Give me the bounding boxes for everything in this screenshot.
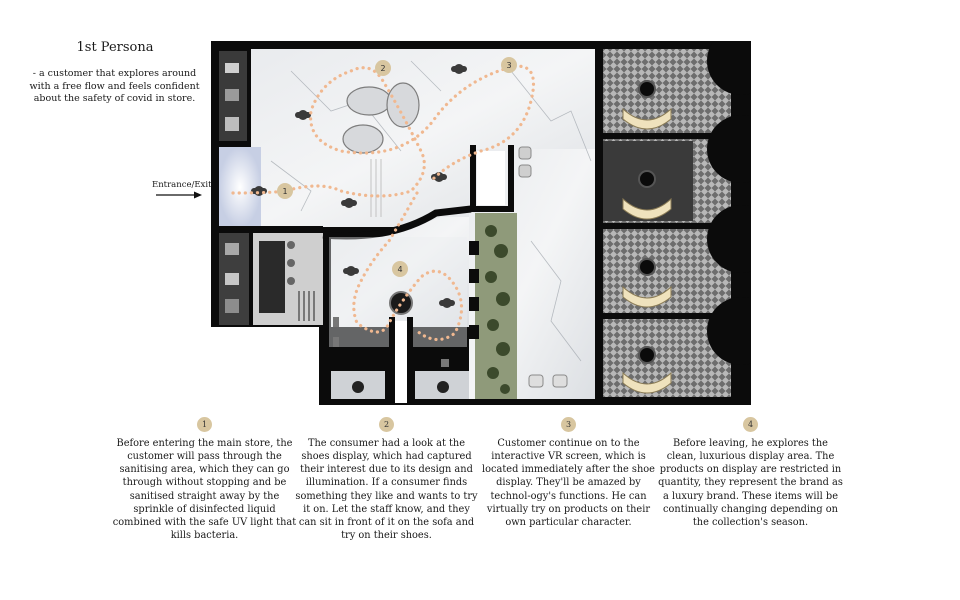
step-4: [658, 417, 843, 529]
step-text-2: The consumer had a look at the shoes display, which had captured their interest due to its design and illumination. If a consumer finds something they like and wants to try it on. Let the staff know, and they can sit in front of it on the sofa and try on their shoes.: [295, 438, 478, 541]
marker-1: 1: [282, 187, 288, 196]
marker-3: 3: [506, 61, 512, 70]
step-1: [112, 417, 297, 542]
persona-title: 1st Persona: [76, 40, 154, 55]
step-number-3: 3: [561, 417, 576, 432]
persona-description: - a customer that explores around with a free flow and feels confident about the safety of covid in store.: [29, 68, 200, 105]
store-floor-plan: [211, 41, 751, 405]
step-text-3: Customer continue on to the interactive VR screen, which is located immediately after the shoe display. They'll be amazed by technol-ogy's functions. He can virtually try on products on their own particular character.: [482, 438, 655, 528]
marker-4: 4: [397, 265, 403, 274]
step-2: [294, 417, 479, 542]
marker-2: 2: [380, 64, 386, 73]
step-number-2: 2: [379, 417, 394, 432]
entrance-arrow-icon: [156, 190, 206, 200]
step-text-1: Before entering the main store, the customer will pass through the sanitising area, which they can go through without stopping and be sanitised straight away by the sprinkle of disinfected liquid combined with the safe UV light that kills bacteria.: [112, 438, 297, 541]
step-number-1: 1: [197, 417, 212, 432]
step-3: [476, 417, 661, 529]
entrance-exit-label: Entrance/Exit: [152, 180, 212, 190]
step-text-4: Before leaving, he explores the clean, luxurious display area. The products on display are restricted in quantity, they represent the brand as a luxury brand. These items will be continually changing depending on the collection's season.: [658, 438, 843, 528]
step-number-4: 4: [743, 417, 758, 432]
